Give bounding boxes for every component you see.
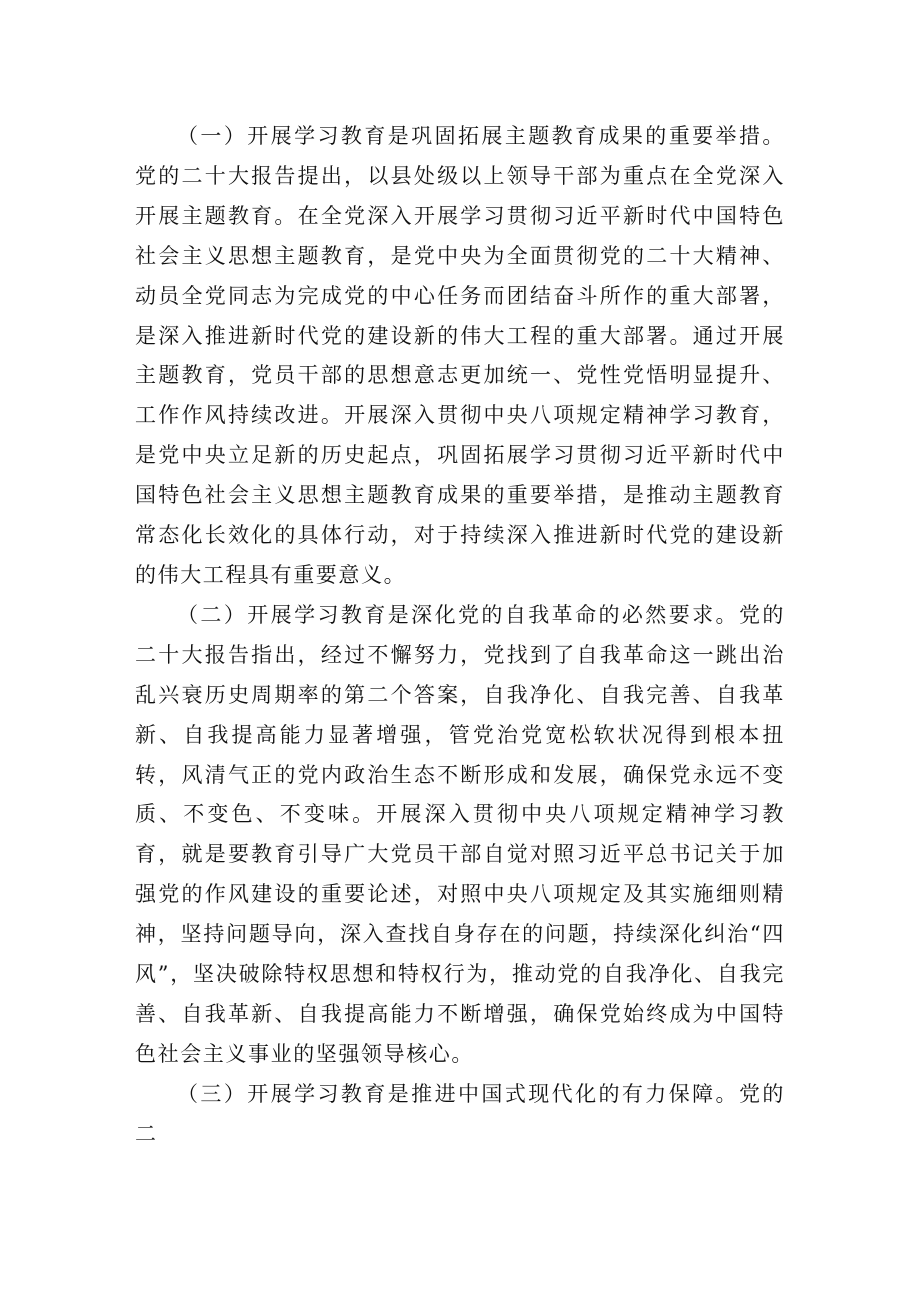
paragraph-1: （一）开展学习教育是巩固拓展主题教育成果的重要举措。党的二十大报告提出，以县处级以上领导干部为重点在全党深入开展主题教育。在全党深入开展学习贯彻习近平新时代中国特色社会主义思想主题教育，是党中央为全面贯彻党的二十大精神、动员全党同志为完成党的中心任务而团结奋斗所作的重大部署，是深入推进新时代党的建设新的伟大工程的重大部署。通过开展主题教育，党员干部的思想意志更加统一、党性党悟明显提升、工作作风持续改进。开展深入贯彻中央八项规定精神学习教育，是党中央立足新的历史起点，巩固拓展学习贯彻习近平新时代中国特色社会主义思想主题教育成果的重要举措，是推动主题教育常态化长效化的具体行动，对于持续深入推进新时代党的建设新的伟大工程具有重要意义。 [135, 124, 785, 587]
paragraph-2: （二）开展学习教育是深化党的自我革命的必然要求。党的二十大报告指出，经过不懈努力，党找到了自我革命这一跳出治乱兴衰历史周期率的第二个答案，自我净化、自我完善、自我革新、自我提高能力显著增强，管党治党宽松软状况得到根本扭转，风清气正的党内政治生态不断形成和发展，确保党永远不变质、不变色、不变味。开展深入贯彻中央八项规定精神学习教育，就是要教育引导广大党员干部自觉对照习近平总书记关于加强党的作风建设的重要论述，对照中央八项规定及其实施细则精神，坚持问题导向，深入查找自身存在的问题，持续深化纠治“四风”，坚决破除特权思想和特权行为，推动党的自我净化、自我完善、自我革新、自我提高能力不断增强，确保党始终成为中国特色社会主义事业的坚强领导核心。 [135, 602, 785, 1066]
paragraph-3: （三）开展学习教育是推进中国式现代化的有力保障。党的二 [135, 1081, 785, 1146]
document-body [135, 117, 785, 1155]
